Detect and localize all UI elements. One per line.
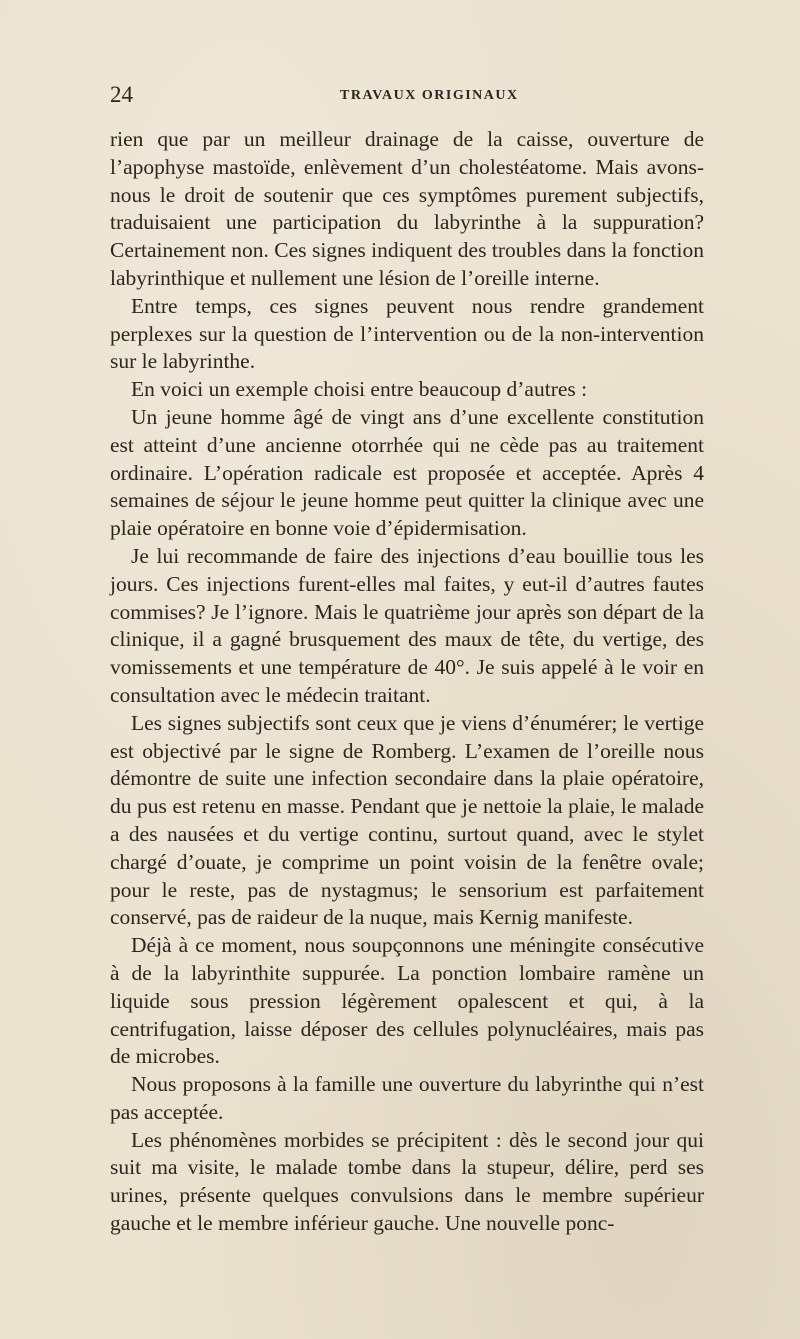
paragraph-6: Les signes subjectifs sont ceux que je viens d’énumérer; le vertige est objectivé par le signe de Romberg. L’examen de l’oreille nous démontre de suite une infection secondaire dans la plaie opératoire, du pus est retenu en masse. Pendant que je nettoie la plaie, le malade a des nausées et du vertige continu, surtout quand, avec le stylet chargé d’ouate, je comprime un point voisin de la fenêtre ovale; pour le reste, pas de nystagmus; le sensorium est parfaitement conservé, pas de raideur de la nuque, mais Kernig manifeste.: [110, 710, 704, 930]
body-text: [110, 126, 704, 1238]
paragraph-2: Entre temps, ces signes peuvent nous rendre grandement perplexes sur la question de l’intervention ou de la non-intervention sur le labyrinthe.: [110, 293, 704, 374]
paragraph-7: Déjà à ce moment, nous soupçonnons une méningite consécutive à de la labyrinthite suppurée. La ponction lombaire ramène un liquide sous pression légèrement opalescent et qui, à la centrifugation, laisse déposer des cellules polynucléaires, mais pas de microbes.: [110, 933, 704, 1069]
page-number: 24: [110, 82, 133, 107]
paragraph-5: Je lui recommande de faire des injections d’eau bouillie tous les jours. Ces injections furent-elles mal faites, y eut-il d’autres fautes commises? Je l’ignore. Mais le quatrième jour après son départ de la clinique, il a gagné brusquement des maux de tête, du vertige, des vomissements et une température de 40°. Je suis appelé à le voir en consultation avec le médecin traitant.: [110, 543, 704, 707]
paragraph-3: En voici un exemple choisi entre beaucoup d’autres :: [131, 377, 588, 402]
paragraph-4: Un jeune homme âgé de vingt ans d’une excellente constitution est atteint d’une ancienne otorrhée qui ne cède pas au traitement ordinaire. L’opération radicale est proposée et acceptée. Après 4 semaines de séjour le jeune homme peut quitter la clinique avec une plaie opératoire en bonne voie d’épidermisation.: [110, 404, 704, 541]
paragraph-9: Les phénomènes morbides se précipitent : dès le second jour qui suit ma visite, le malade tombe dans la stupeur, délire, perd ses urines, présente quelques convulsions dans le membre supérieur gauche et le membre inférieur gauche. Une nouvelle ponc-: [110, 1127, 704, 1236]
running-head: TRAVAUX ORIGINAUX: [340, 88, 519, 103]
page-header: [110, 80, 704, 110]
paragraph-8: Nous proposons à la famille une ouverture du labyrinthe qui n’est pas acceptée.: [110, 1072, 704, 1124]
paragraph-1: rien que par un meilleur drainage de la caisse, ouverture de l’apophyse mastoïde, enlèvement d’un cholestéatome. Mais avons-nous le droit de soutenir que ces symptômes purement subjectifs, traduisaient une participation du labyrinthe à la suppuration? Certainement non. Ces signes indiquent des troubles dans la fonction labyrinthique et nullement une lésion de l’oreille interne.: [110, 127, 704, 290]
